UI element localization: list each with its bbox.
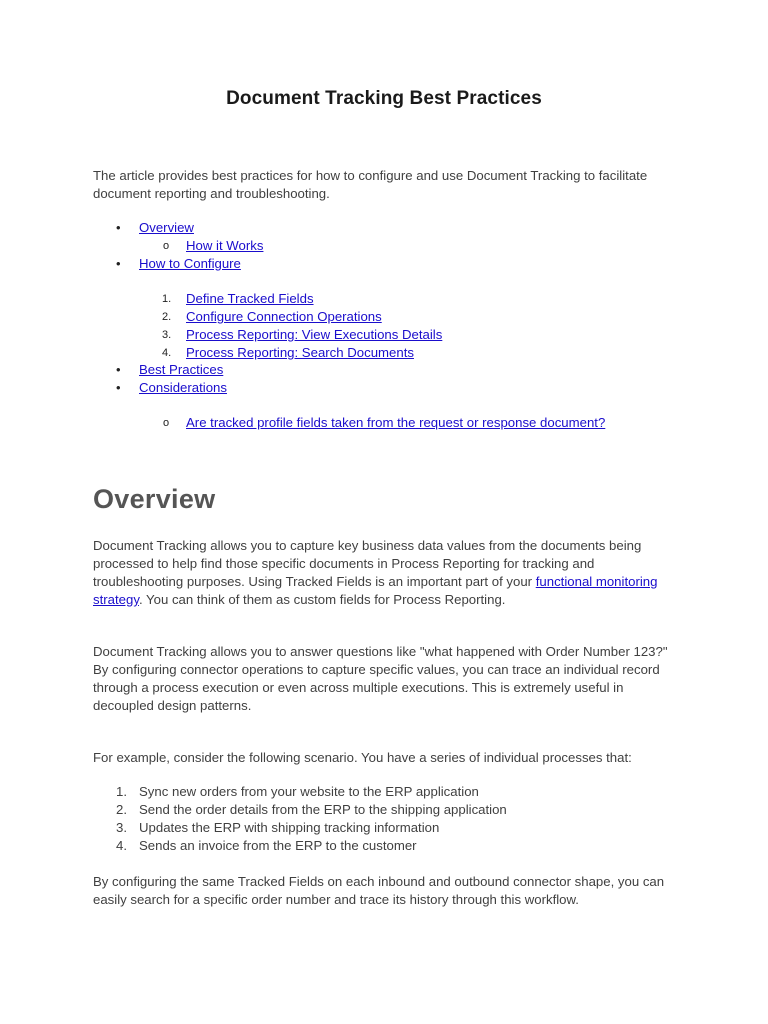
overview-paragraph-4: By configuring the same Tracked Fields on each inbound and outbound connector shape, you can easily search for a specific order number and trace its history through this workflow. <box>93 874 665 907</box>
intro-paragraph: The article provides best practices for how to configure and use Document Tracking to facilitate document reporting and troubleshooting. <box>93 168 648 201</box>
link-how-to-configure[interactable]: How to Configure <box>139 256 241 271</box>
step-number: 2. <box>162 311 172 323</box>
circle-bullet-icon: o <box>163 240 170 252</box>
link-how-it-works[interactable]: How it Works <box>186 238 264 253</box>
overview-p1-text-end: . You can think of them as custom fields for Process Reporting. <box>138 592 506 607</box>
list-text: Sends an invoice from the ERP to the customer <box>139 838 417 853</box>
overview-p1-text: Document Tracking allows you to capture key business data values from the documents being processed to help find those specific documents in Process Reporting for tracking and troubleshooting purposes. Using Tracked Fields is an important part of your <box>93 538 642 589</box>
link-considerations[interactable]: Considerations <box>139 380 227 395</box>
list-text: Updates the ERP with shipping tracking information <box>139 820 440 835</box>
list-text: Send the order details from the ERP to the shipping application <box>139 802 507 817</box>
list-text: Sync new orders from your website to the ERP application <box>139 784 479 799</box>
link-overview[interactable]: Overview <box>139 220 194 235</box>
step-number: 3. <box>162 329 172 341</box>
bullet-icon: • <box>116 220 121 235</box>
bullet-icon: • <box>116 380 121 395</box>
link-functional-monitoring-strategy[interactable]: functional monitoring strategy <box>93 574 658 607</box>
link-request-or-response[interactable]: Are tracked profile fields taken from the request or response document? <box>186 415 606 430</box>
step-number: 4. <box>162 347 172 359</box>
overview-paragraph-3: For example, consider the following scenario. You have a series of individual processes that: <box>93 750 632 765</box>
overview-paragraph-1 <box>93 537 683 609</box>
step-number: 1. <box>162 293 172 305</box>
page-title: Document Tracking Best Practices <box>226 88 542 109</box>
link-best-practices[interactable]: Best Practices <box>139 362 224 377</box>
list-number: 4. <box>116 838 127 853</box>
link-define-tracked-fields[interactable]: Define Tracked Fields <box>186 291 314 306</box>
list-number: 2. <box>116 802 127 817</box>
list-number: 1. <box>116 784 127 799</box>
link-view-executions-details[interactable]: Process Reporting: View Executions Details <box>186 327 443 342</box>
link-configure-connection-operations[interactable]: Configure Connection Operations <box>186 309 382 324</box>
overview-paragraph-2: Document Tracking allows you to answer questions like "what happened with Order Number 123?" By configuring connector operations to capture specific values, you can trace an individual record through a process execution or even across multiple executions. This is extremely useful in decoupled design patterns. <box>93 644 668 713</box>
link-search-documents[interactable]: Process Reporting: Search Documents <box>186 345 414 360</box>
bullet-icon: • <box>116 256 121 271</box>
bullet-icon: • <box>116 362 121 377</box>
circle-bullet-icon: o <box>163 417 170 429</box>
list-number: 3. <box>116 820 127 835</box>
overview-heading: Overview <box>93 484 216 514</box>
